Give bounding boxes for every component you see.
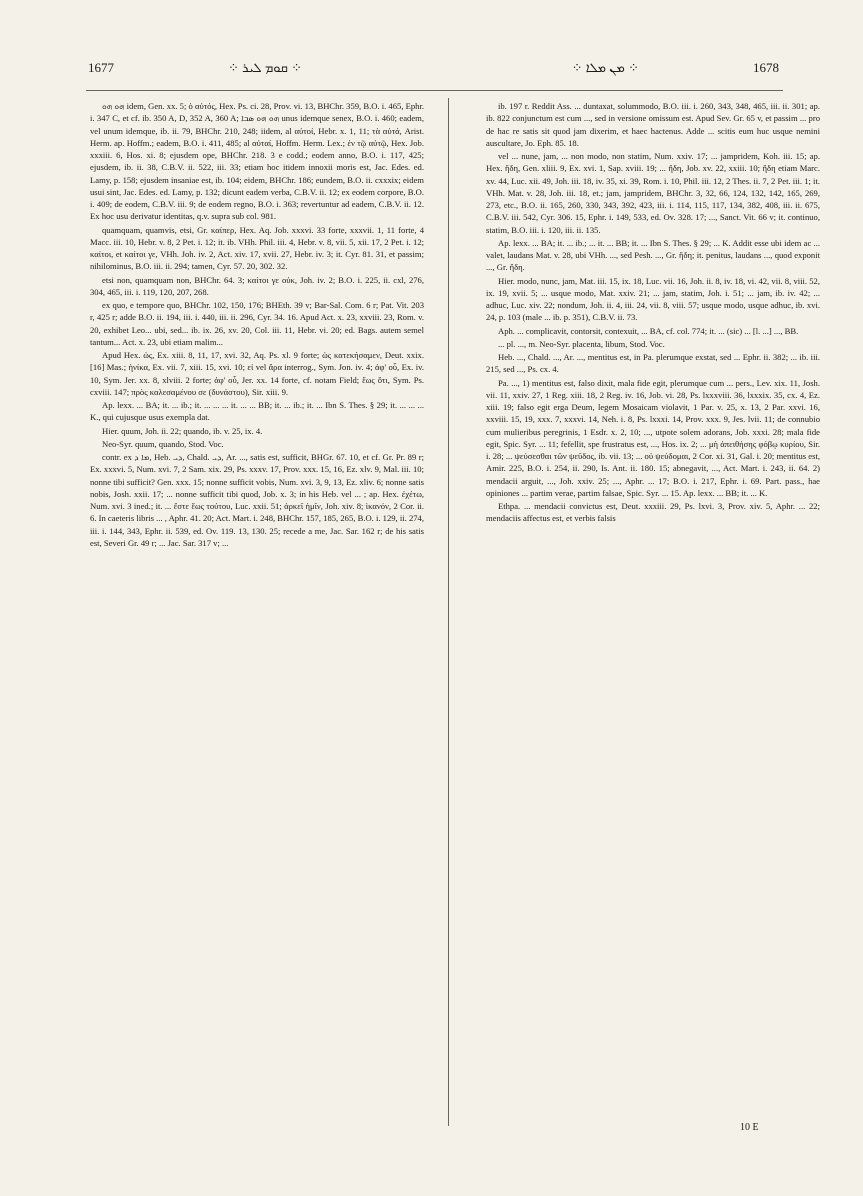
header-rule: [86, 90, 783, 91]
right-column-entry: Ap. lexx. ... BA; it. ... ib.; ... it. ... BB; it. ... Ibn S. Thes. § 29; ... K. Addit esse ubi idem ac ... valet, laudans Mat. v. 28, ubi VHh. ..., sed Pesh. ..., Gr. ἤδη; it. penitus, laudans ..., quod exponit ..., Gr. ἤδη.: [486, 237, 820, 273]
left-column-entry: quamquam, quamvis, etsi, Gr. καίπερ, Hex. Aq. Job. xxxvi. 33 forte, xxxvii. 1, 11 forte, 4 Macc. iii. 10, Hebr. v. 8, 2 Pet. i. 12; it. ib. VHh. Phil. iii. 4, Hebr. v. 8, vii. 5, xii. 17, 2 Pet. i. 12; καίτοι, et καίτοι γε, VHh. Joh. iv. 2, Act. xiv. 17, xvii. 27, Hebr. iv. 3; it. Cyr. 81. 31, et passim; nihilominus, B.O. iii. ii. 294; tamen, Cyr. 57. 20, 302. 32.: [90, 224, 424, 272]
column-divider: [448, 98, 449, 1126]
page-header: [88, 60, 779, 80]
right-column-entry: Pa. ..., 1) mentitus est, falso dixit, mala fide egit, plerumque cum ... pers., Lev. xix. 11, Josh. vii. 11, xxiv. 27, 1 Reg. xiii. 18, 2 Reg. iv. 16, Job. vi. 28, Ps. lxxxviii. 36, lxxxix. 35, cx. 4, Ez. xiii. 19; falso egit erga Deum, legem Mosaicam violavit, 1 Par. v. 25, x. 13, 2 Par. xxvi. 16, xxviii. 15, 19, xxx. 7, xxxvi. 14, Neh. i. 8, Ps. lxxxi. 14, Prov. xxx. 9, Jes. lvii. 11; de connubio cum mulieribus peregrinis, 1 Esdr. x. 2, 10; ..., utpote solem adorans, Job. xxxi. 28; mala fide egit, Spic. Syr. ... 11; fefellit, spe frustratus est, ..., Hos. ix. 2; ... μὴ ἀπειθήσης φόβῳ κυρίου, Sir. i. 28; ... ψεύσεσθαι τῶν ψεῦδος, ib. vii. 13; ... οὐ ψεύδομαι, 2 Cor. xi. 31, Gal. i. 20; mentitus est, Amir. 225, B.O. i. 254, ii. 290, Is. Ant. ii. 180. 15; abnegavit, ..., Act. Mart. i. 243, ii. 64. 2) mendacii arguit, ..., Joh. xxiv. 25; ..., Aphr. ... 17; B.O. i. 217, Ephr. i. 69. Part. pass., hae opiniones ... partim verae, partim falsae, Spic. Syr. ... 15. Ap. lexx. ... BB; it. ... K.: [486, 377, 820, 498]
right-column-entry: ... pl. ..., m. Neo-Syr. placenta, libum, Stod. Voc.: [498, 338, 665, 349]
right-column-entry: Ethpa. ... mendacii convictus est, Deut. xxxiii. 29, Ps. lxvi. 3, Prov. xiv. 5, Aphr. ... 22; mendaciis affectus est, et verbis falsis: [486, 501, 820, 524]
left-column-entry: Hier. quum, Joh. ii. 22; quando, ib. v. 25, ix. 4.: [102, 425, 263, 436]
left-column-entry: contr. ex ܡܐ ܕ, Heb. ܕܝ, Chald. ܕܝ, Ar. ..., satis est, sufficit, BHGr. 67. 10, et cf. Gr. Pr. 89 r; Ex. xxxvi. 5, Num. xvi. 7, 2 Sam. xix. 29, Ps. xxxv. 17, Prov. xxx. 15, 16, Ez. xlv. 9, Mal. iii. 10; nonne tibi sufficit? Gen. xxx. 15; nonne sufficit vobis, Num. xvi. 3, 9, 13, Ez. xliv. 6; nonne satis nobis, Josh. xxii. 17; ... nonne sufficit tibi quod, Job. x. 3; in his Heb. vel ... ; ap. Hex. ἐχέτω, Num. xvi. 3 ined.; it. ... ἔστε ἕως τούτου, Luc. xxii. 51; ἀρκεῖ ἡμῖν, Joh. xiv. 8; ἱκανόν, 2 Cor. ii. 6. In caeteris libris ... , Aphr. 41. 20; Act. Mart. i. 248, BHChr. 157, 185, 265, B.O. i. 129, ii. 274, iii. i. 144, 343, Ephr. ii. 539, ed. Ov. 119. 13, 130. 25; recede a me, Jac. Sar. 162 r; de his satis est, Severi Gr. 49 r; ... Jac. Sar. 317 v; ...: [90, 452, 424, 548]
signature-mark: 10 E: [740, 1122, 759, 1133]
right-column-entry: vel ... nune, jam, ... non modo, non statim, Num. xxiv. 17; ... jampridem, Koh. iii. 15; ap. Hex. ἤδη, Gen. xliii. 9, Ex. xvi. 1, Sap. xviii. 19; ... ἤδη, Job. xv. 22, xxiii. 10; ἤδη etiam Marc. xv. 44, Luc. xii. 49, Joh. iii. 18, iv. 35, xi. 39, Rom. i. 10, Phil. iii. 12, 2 Thes. ii. 7, 2 Pet. iii. 1; it. VHh. Mat. v. 28, Joh. iii. 18, et.; jam, jampridem, BHChr. 3, 32, 66, 124, 132, 142, 165, 269, 273, etc., B.O. ii. 165, 260, 330, 343, 392, 423, iii. i. 114, 115, 117, 134, 382, 408, iii. ii. 675, C.B.V. iii. 542, Cyr. 306. 15, Ephr. i. 149, 533, ed. Ov. 328. 17; ..., Sanct. Vit. 66 v; it. continuo, statim, B.O. iii. i. 120, iii. ii. 135.: [486, 151, 820, 235]
left-column-entry: ex quo, e tempore quo, BHChr. 102, 150, 176; BHEth. 39 v; Bar-Sal. Com. 6 r; Pat. Vit. 203 r, 425 r; adde B.O. ii. 194, iii. i. 440, iii. ii. 296, Cyr. 34. 16. Apud Act. x. 23, xxviii. 23, Rom. v. 20, exhibet Leo... ubi, sed... ib. ix. 26, xv. 20, Col. iii. 11, Hebr. vi. 20; ed. Bags. autem semel tantum... Act. x. 23, ubi etiam malim...: [90, 300, 424, 347]
left-column-entry: Neo-Syr. quum, quando, Stod. Voc.: [102, 438, 224, 449]
right-column-entry: ib. 197 r. Reddit Ass. ... duntaxat, solummodo, B.O. iii. i. 260, 343, 348, 465, iii. ii. 301; ap. ib. 822 conjunctum est cum ..., sed in versione omissum est. Apud Sev. Gr. 65 v, et passim ... pro de hac re satis sit quod jam dixerim, et haec hactenus. Adde ... scitis eum huc usque nemini auscultare, Jo. Eph. 85. 18.: [486, 101, 820, 148]
right-column: [486, 100, 820, 1120]
right-running-title: ⁘ ܡܢ ܡܠܐ ⁘: [571, 60, 639, 75]
left-column-entry: Apud Hex. ὡς, Ex. xiii. 8, 11, 17, xvi. 32, Aq. Ps. xl. 9 forte; ὡς κατεκήσαμεν, Deut. xxix. [16] Mas.; ἡνίκα, Ex. vii. 7, xiii. 15, xvi. 10; εἰ vel ἄρα interrog., Sym. Jon. iv. 4; ἀφ' οὗ, Ex. iv. 10, Sym. Jer. xx. 8, xlviii. 2 forte; ἀφ' οὗ, Jer. xx. 14 forte, cf. notam Field; ἕως ὅτι, Sym. Ps. cxviii. 147; πρὸς καλεσαμένου σε (δυνάστου), Sir. xiii. 9.: [90, 350, 424, 397]
left-page-number: 1677: [88, 60, 114, 75]
right-column-entry: Aph. ... complicavit, contorsit, contexuit, ... BA, cf. col. 774; it. ... (sic) ... [l. ...] ..., BB.: [498, 325, 799, 336]
left-column: [90, 100, 424, 1120]
left-column-entry: etsi non, quamquam non, BHChr. 64. 3; καίτοι γε οὐκ, Joh. iv. 2; B.O. i. 225, ii. cxl, 276, 304, 465, iii. i. 119, 120, 207, 268.: [90, 274, 424, 297]
right-column-entry: Hier. modo, nunc, jam, Mat. iii. 15, ix. 18, Luc. vii. 16, Joh. ii. 8, iv. 18, vi. 42, vii. 8, viii. 52, ix. 19, xvii. 5; ... usque modo, Mat. xxiv. 21; ... jam, statim, Joh. i. 51; ... jam, ib. iv. 42; ... adhuc, Luc. xiv. 22; nondum, Joh. ii. 4, iii. 24, vii. 8, viii. 57; usque modo, usque adhuc, ib. xvi. 24, p. 103 (male ... ib. p. 351), C.B.V. ii. 73.: [486, 275, 820, 323]
left-column-entry: ܗܘ ܗܘ idem, Gen. xx. 5; ὁ αὐτός, Hex. Ps. ci. 28, Prov. vi. 13, BHChr. 359, B.O. i. 465, Ephr. i. 347 C, et cf. ib. 350 A, D, 352 A, 360 A; ܗܘ ܗܘ ܣܒܐ unus idemque senex, B.O. i. 460; eadem, vel unum idemque, ib. ii. 79, BHChr. 210, 248; iidem, al αὐτοί, Hebr. x. 1, 11; τὰ αὐτά, Arist. Herm. ap. Hoffm.; eadem, B.O. i. 411, 485; al αὐταί, Hoffm. Herm. Lex.; ἐν τῷ αὐτῷ, Hex. Job. xxxiii. 6, Hos. xi. 8; ejusdem ope, BHChr. 218. 3 e codd.; eodem anno, B.O. i. 117, 425; ejusdem, ib. ii. 38, C.B.V. ii. 522, iii. 33; etiam hoc itidem innoxii moris est, Jac. Edes. ed. Lamy, p. 158; ejusdem insaniae est, ib. 104; eidem, BHChr. 186; eundem, B.O. ii. cxxxix; eidem usui sint, Jac. Edes. ed. Lamy, p. 132; dicunt eadem verba, C.B.V. ii. 12; ex eodem corpore, B.O. i. 409; de eodem, C.B.V. iii. 9; de eodem regno, B.O. i. 363; revertuntur ad eadem, C.B.V. ii. 12. Ex hoc usu derivatur identitas, q.v. supra sub col. 981.: [90, 101, 424, 222]
left-column-entry: Ap. lexx. ... BA; it. ... ib.; it. ... ... ... it. ... ... BB; it. ... ib.; it. ... Ibn S. Thes. § 29; it. ... ... ... K., qui cujusque usus exempla dat.: [90, 400, 424, 423]
right-page-number: 1678: [753, 60, 779, 75]
right-column-entry: Heb. ..., Chald. ..., Ar. ..., mentitus est, in Pa. plerumque exstat, sed ... Ephr. ii. 382; ... ib. iii. 215, sed ..., Ps. cx. 4.: [486, 352, 820, 375]
left-running-title: ⁘ ܩܘܡ ܠܝܪ ⁘: [228, 60, 303, 75]
